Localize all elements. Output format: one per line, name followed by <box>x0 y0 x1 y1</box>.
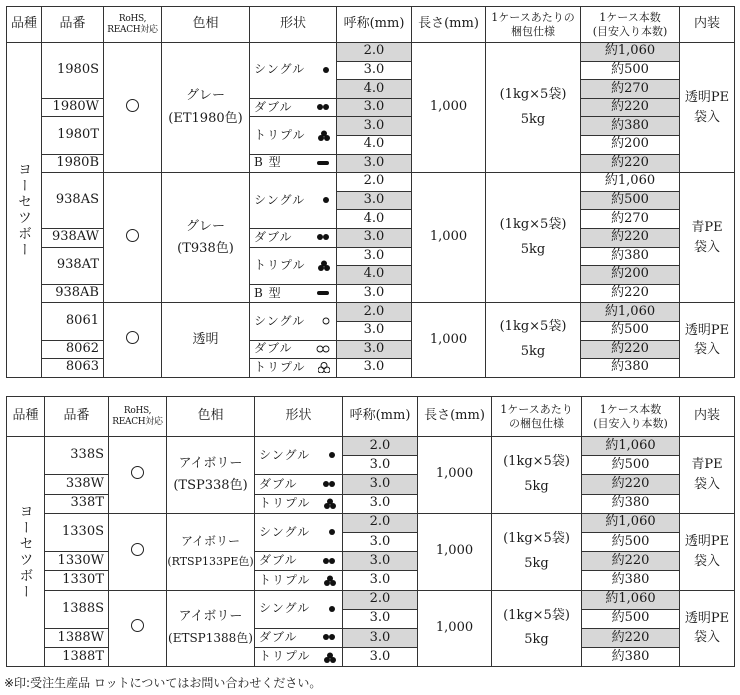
count-cell: 約270 <box>581 80 680 99</box>
header-row <box>7 7 735 43</box>
count-cell: 約500 <box>581 61 680 80</box>
product-code: 938AW <box>42 228 104 247</box>
count-cell: 約380 <box>581 247 680 266</box>
size-cell: 3.0 <box>343 475 418 494</box>
b-type-icon <box>312 289 330 299</box>
shape-triple: トリプル <box>255 648 343 667</box>
product-code: 1330T <box>45 571 109 590</box>
product-code: 938AB <box>42 284 104 303</box>
category-cell: ヨーセツボー <box>7 43 42 378</box>
rohs-mark <box>104 173 162 303</box>
count-cell: 約200 <box>581 135 680 154</box>
pkg-cell: (1kg×5袋) 5kg <box>486 303 581 377</box>
triple-outline-icon <box>312 362 330 373</box>
shape-double: ダブル <box>255 552 343 571</box>
table-row <box>7 437 735 456</box>
single-dot-icon <box>318 527 336 537</box>
size-cell: 3.0 <box>337 191 412 210</box>
header-rohs: RoHS, REACH対応 <box>109 397 167 437</box>
length-cell: 1,000 <box>412 173 486 303</box>
size-cell: 3.0 <box>337 61 412 80</box>
triple-dot-icon <box>318 575 336 586</box>
pkg-cell: (1kg×5袋) 5kg <box>492 590 582 667</box>
rohs-mark <box>104 303 162 377</box>
size-cell: 4.0 <box>337 135 412 154</box>
pkg-cell: (1kg×5袋) 5kg <box>492 513 582 590</box>
count-cell: 約1,060 <box>581 303 680 322</box>
product-code: 938AS <box>42 173 104 229</box>
size-cell: 3.0 <box>343 456 418 475</box>
rohs-circle-icon <box>126 99 139 112</box>
table-row <box>7 43 735 62</box>
count-cell: 約220 <box>581 340 680 359</box>
shape-btype: B 型 <box>250 154 337 173</box>
product-code: 938AT <box>42 247 104 284</box>
count-cell: 約220 <box>581 284 680 303</box>
b-type-icon <box>312 158 330 168</box>
color-cell: アイボリー (TSP338色) <box>167 437 255 514</box>
size-cell: 3.0 <box>343 571 418 590</box>
rohs-mark <box>109 513 167 590</box>
shape-single: シングル <box>250 43 337 99</box>
shape-single: シングル <box>255 590 343 628</box>
shape-double: ダブル <box>255 628 343 647</box>
double-dot-icon <box>312 233 330 243</box>
count-cell: 約1,060 <box>581 43 680 62</box>
count-cell: 約220 <box>582 475 680 494</box>
rohs-circle-icon <box>126 229 139 242</box>
size-cell: 3.0 <box>337 117 412 136</box>
product-code: 1388T <box>45 648 109 667</box>
size-cell: 3.0 <box>337 321 412 340</box>
size-cell: 3.0 <box>337 154 412 173</box>
shape-triple: トリプル <box>255 494 343 513</box>
shape-double: ダブル <box>250 340 337 359</box>
header-row <box>7 397 735 437</box>
single-dot-icon <box>318 604 336 614</box>
size-cell: 3.0 <box>337 98 412 117</box>
product-code: 8062 <box>42 340 104 359</box>
footnote: ※印:受注生産品 ロットについてはお問い合わせください。 <box>4 676 322 690</box>
header-yobisho: 呼称(mm) <box>343 397 418 437</box>
size-cell: 2.0 <box>343 513 418 532</box>
shape-double: ダブル <box>255 475 343 494</box>
shape-btype: B 型 <box>250 284 337 303</box>
size-cell: 3.0 <box>337 284 412 303</box>
pkg-cell: (1kg×5袋) 5kg <box>486 43 581 173</box>
single-dot-icon <box>312 196 330 206</box>
naiso-cell: 透明PE 袋入 <box>680 590 735 667</box>
triple-dot-icon <box>312 130 330 141</box>
double-dot-icon <box>318 556 336 566</box>
single-dot-icon <box>318 451 336 461</box>
count-cell: 約500 <box>582 609 680 628</box>
double-dot-icon <box>318 633 336 643</box>
rohs-mark <box>109 590 167 667</box>
table-row <box>7 513 735 532</box>
count-cell: 約1,060 <box>582 590 680 609</box>
double-dot-icon <box>312 103 330 113</box>
shape-triple: トリプル <box>250 247 337 284</box>
single-dot-icon <box>312 65 330 75</box>
length-cell: 1,000 <box>418 590 492 667</box>
naiso-cell: 透明PE 袋入 <box>680 43 735 173</box>
product-code: 338T <box>45 494 109 513</box>
size-cell: 2.0 <box>343 437 418 456</box>
size-cell: 3.0 <box>343 552 418 571</box>
size-cell: 3.0 <box>343 628 418 647</box>
count-cell: 約200 <box>581 266 680 285</box>
header-honsu: 1ケース本数 (目安入り本数) <box>581 7 680 43</box>
shape-single: シングル <box>255 437 343 475</box>
count-cell: 約500 <box>581 321 680 340</box>
triple-dot-icon <box>318 498 336 509</box>
header-keijo: 形状 <box>255 397 343 437</box>
product-table-1 <box>6 6 735 378</box>
size-cell: 3.0 <box>337 340 412 359</box>
count-cell: 約380 <box>582 648 680 667</box>
size-cell: 3.0 <box>343 532 418 551</box>
count-cell: 約380 <box>581 359 680 378</box>
shape-double: ダブル <box>250 98 337 117</box>
header-nagasa: 長さ(mm) <box>418 397 492 437</box>
product-code: 1330W <box>45 552 109 571</box>
pkg-cell: (1kg×5袋) 5kg <box>486 173 581 303</box>
rohs-circle-icon <box>131 543 144 556</box>
size-cell: 3.0 <box>337 247 412 266</box>
header-rohs: RoHS, REACH対応 <box>104 7 162 43</box>
color-cell: アイボリー (ETSP1388色) <box>167 590 255 667</box>
product-code: 338W <box>45 475 109 494</box>
header-hinban: 品番 <box>42 7 104 43</box>
product-code: 1980B <box>42 154 104 173</box>
product-code: 1330S <box>45 513 109 551</box>
count-cell: 約380 <box>581 117 680 136</box>
rohs-mark <box>104 43 162 173</box>
double-outline-icon <box>312 344 330 354</box>
header-naiso: 内装 <box>680 397 735 437</box>
product-table-2 <box>6 396 735 667</box>
rohs-circle-icon <box>126 331 139 344</box>
shape-triple: トリプル <box>250 117 337 154</box>
size-cell: 2.0 <box>337 303 412 322</box>
table-row <box>7 173 735 192</box>
count-cell: 約500 <box>582 532 680 551</box>
header-nagasa: 長さ(mm) <box>412 7 486 43</box>
count-cell: 約220 <box>581 154 680 173</box>
naiso-cell: 透明PE 袋入 <box>680 513 735 590</box>
product-code: 1980T <box>42 117 104 154</box>
count-cell: 約1,060 <box>582 437 680 456</box>
count-cell: 約220 <box>581 228 680 247</box>
naiso-cell: 透明PE 袋入 <box>680 303 735 377</box>
header-naiso: 内装 <box>680 7 735 43</box>
pkg-cell: (1kg×5袋) 5kg <box>492 437 582 514</box>
triple-dot-icon <box>312 260 330 271</box>
count-cell: 約220 <box>582 628 680 647</box>
size-cell: 4.0 <box>337 266 412 285</box>
color-cell: 透明 <box>162 303 250 377</box>
header-shikiso: 色相 <box>167 397 255 437</box>
color-cell: グレー (ET1980色) <box>162 43 250 173</box>
size-cell: 3.0 <box>343 494 418 513</box>
triple-dot-icon <box>318 652 336 663</box>
header-hinshu: 品種 <box>7 7 42 43</box>
category-cell: ヨーセツボー <box>7 437 45 667</box>
product-code: 1388W <box>45 628 109 647</box>
header-hinban: 品番 <box>45 397 109 437</box>
length-cell: 1,000 <box>418 437 492 514</box>
table-row <box>7 590 735 609</box>
product-code: 8063 <box>42 359 104 378</box>
shape-double: ダブル <box>250 228 337 247</box>
count-cell: 約220 <box>582 552 680 571</box>
count-cell: 約1,060 <box>582 513 680 532</box>
count-cell: 約500 <box>581 191 680 210</box>
header-honsu: 1ケース本数 (目安入り本数) <box>582 397 680 437</box>
double-dot-icon <box>318 479 336 489</box>
header-hinshu: 品種 <box>7 397 45 437</box>
naiso-cell: 青PE 袋入 <box>680 437 735 514</box>
header-keijo: 形状 <box>250 7 337 43</box>
shape-triple: トリプル <box>250 359 337 378</box>
color-cell: グレー (T938色) <box>162 173 250 303</box>
header-shikiso: 色相 <box>162 7 250 43</box>
size-cell: 2.0 <box>337 43 412 62</box>
size-cell: 3.0 <box>343 648 418 667</box>
length-cell: 1,000 <box>412 43 486 173</box>
size-cell: 4.0 <box>337 80 412 99</box>
shape-single: シングル <box>250 303 337 340</box>
single-outline-icon <box>312 316 330 326</box>
size-cell: 2.0 <box>343 590 418 609</box>
header-konpo: 1ケースあたりの 梱包仕様 <box>486 7 581 43</box>
color-cell: アイボリー (RTSP133PE色) <box>167 513 255 590</box>
rohs-mark <box>109 437 167 514</box>
count-cell: 約270 <box>581 210 680 229</box>
count-cell: 約220 <box>581 98 680 117</box>
size-cell: 4.0 <box>337 210 412 229</box>
header-yobisho: 呼称(mm) <box>337 7 412 43</box>
length-cell: 1,000 <box>418 513 492 590</box>
product-code: 1980S <box>42 43 104 99</box>
product-code: 1388S <box>45 590 109 628</box>
table-row <box>7 303 735 322</box>
size-cell: 3.0 <box>337 359 412 378</box>
rohs-circle-icon <box>131 466 144 479</box>
size-cell: 2.0 <box>337 173 412 192</box>
size-cell: 3.0 <box>337 228 412 247</box>
product-code: 8061 <box>42 303 104 340</box>
shape-single: シングル <box>250 173 337 229</box>
count-cell: 約380 <box>582 494 680 513</box>
shape-single: シングル <box>255 513 343 551</box>
product-code: 1980W <box>42 98 104 117</box>
rohs-circle-icon <box>131 619 144 632</box>
length-cell: 1,000 <box>412 303 486 377</box>
header-konpo: 1ケースあたり の梱包仕様 <box>492 397 582 437</box>
count-cell: 約500 <box>582 456 680 475</box>
shape-triple: トリプル <box>255 571 343 590</box>
naiso-cell: 青PE 袋入 <box>680 173 735 303</box>
count-cell: 約1,060 <box>581 173 680 192</box>
size-cell: 3.0 <box>343 609 418 628</box>
product-code: 338S <box>45 437 109 475</box>
count-cell: 約380 <box>582 571 680 590</box>
